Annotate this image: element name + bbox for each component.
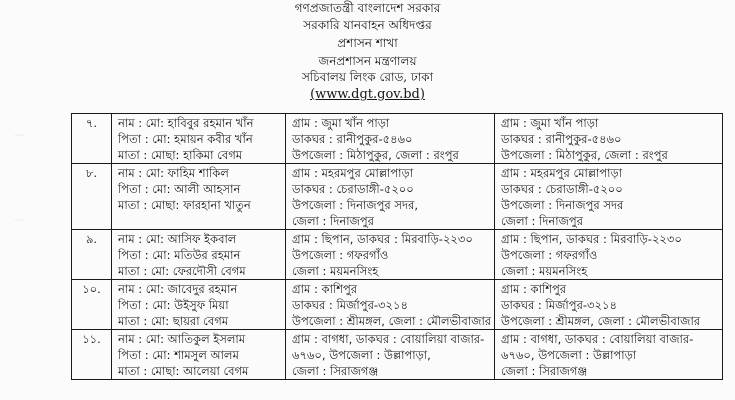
bleed-through-mark: — bbox=[14, 213, 25, 226]
permanent-address-cell bbox=[495, 330, 723, 380]
bleed-through-mark: — bbox=[14, 128, 25, 141]
address-line: উপজেলা : দিনাজপুর সদর bbox=[501, 198, 624, 212]
father-name: পিতা : মো: উইসুফ মিয়া bbox=[118, 298, 229, 312]
address-line: গ্রাম : ছিপান, ডাকঘর : মিরবাড়ি-২২৩০ bbox=[292, 232, 473, 246]
mother-name: মাতা : মো: ছায়রা বেগম bbox=[118, 314, 229, 328]
header-government: গণপ্রজাতন্ত্রী বাংলাদেশ সরকার bbox=[294, 1, 441, 15]
person-info-cell bbox=[112, 330, 286, 380]
address-line: ডাকঘর : রানীপুকুর-৫৪৬০ bbox=[292, 132, 413, 146]
address-line: উপজেলা : গফরগাঁও bbox=[501, 248, 598, 262]
header-website-link[interactable]: (www.dgt.gov.bd) bbox=[310, 87, 425, 102]
present-address-cell bbox=[286, 280, 495, 330]
address-line: ডাকঘর : চেরাডাঙ্গী-৫২০০ bbox=[292, 182, 414, 196]
present-address-cell bbox=[286, 164, 495, 230]
address-line: উপজেলা : গফরগাঁও bbox=[292, 248, 389, 262]
present-address-cell bbox=[286, 114, 495, 164]
father-name: পিতা : মো: মতিউর রহমান bbox=[118, 248, 241, 262]
serial-number: ১১. bbox=[72, 330, 112, 380]
address-line: ৬৭৬০, উপজেলা : উল্লাপাড়া bbox=[501, 348, 637, 362]
person-name: নাম : মো: ফাহিম শাকিল bbox=[118, 166, 229, 180]
address-line: জেলা : সিরাজগঞ্জ bbox=[292, 364, 379, 378]
father-name: পিতা : মো: শামসুল আলম bbox=[118, 348, 239, 362]
father-name: পিতা : মো: আলী আহসান bbox=[118, 182, 241, 196]
permanent-address-cell bbox=[495, 114, 723, 164]
serial-number: ৮. bbox=[72, 164, 112, 230]
permanent-address-cell bbox=[495, 164, 723, 230]
address-line: জেলা : ময়মনসিংহ bbox=[292, 264, 379, 278]
person-name: নাম : মো: হাবিবুর রহমান খাঁন bbox=[118, 116, 254, 130]
address-line: গ্রাম : বাগধা, ডাকঘর : বোয়ালিয়া বাজার- bbox=[292, 332, 485, 346]
address-line: উপজেলা : মিঠাপুকুর, জেলা : রংপুর bbox=[501, 148, 668, 162]
header-ministry: জনপ্রশাসন মন্ত্রণালয় bbox=[318, 54, 417, 68]
address-line: ডাকঘর : মির্জাপুর-৩২১৪ bbox=[501, 298, 617, 312]
person-name: নাম : মো: আসিফ ইকবাল bbox=[118, 232, 237, 246]
mother-name: মাতা : মো: ফেরদৌসী বেগম bbox=[118, 264, 246, 278]
address-line: ডাকঘর : রানীপুকুর-৫৪৬০ bbox=[501, 132, 622, 146]
address-line: গ্রাম : ছিপান, ডাকঘর : মিরবাড়ি-২২৩০ bbox=[501, 232, 682, 246]
permanent-address-cell bbox=[495, 230, 723, 280]
serial-number: ৯. bbox=[72, 230, 112, 280]
mother-name: মাতা : মোছা: ফারহানা খাতুন bbox=[118, 198, 251, 212]
address-line: উপজেলা : শ্রীমঙ্গল, জেলা : মৌলভীবাজার bbox=[501, 314, 701, 328]
present-address-cell bbox=[286, 330, 495, 380]
address-line: জেলা : দিনাজপুর bbox=[292, 214, 374, 228]
address-line: ৬৭৬০, উপজেলা : উল্লাপাড়া, bbox=[292, 348, 431, 362]
permanent-address-cell bbox=[495, 280, 723, 330]
table-row bbox=[72, 230, 723, 280]
address-line: ডাকঘর : মির্জাপুর-৩২১৪ bbox=[292, 298, 408, 312]
address-line: উপজেলা : মিঠাপুকুর, জেলা : রংপুর bbox=[292, 148, 459, 162]
address-line: গ্রাম : জুমা খাঁন পাড়া bbox=[292, 116, 390, 130]
person-info-cell bbox=[112, 280, 286, 330]
person-info-cell bbox=[112, 114, 286, 164]
address-line: ডাকঘর : চেরাডাঙ্গী-৫২০০ bbox=[501, 182, 623, 196]
serial-number: ১০. bbox=[72, 280, 112, 330]
candidate-list-table bbox=[71, 113, 723, 380]
table-row bbox=[72, 330, 723, 380]
address-line: জেলা : ময়মনসিংহ bbox=[501, 264, 588, 278]
person-name: নাম : মো: আতিকুল ইসলাম bbox=[118, 332, 246, 346]
header-department: সরকারি যানবাহন অধিদপ্তর bbox=[303, 18, 432, 32]
header-address: সচিবালয় লিংক রোড, ঢাকা bbox=[301, 70, 434, 84]
address-line: গ্রাম : কাশিপুর bbox=[292, 282, 358, 296]
address-line: উপজেলা : দিনাজপুর সদর, bbox=[292, 198, 418, 212]
person-name: নাম : মো: জাবেদুর রহমান bbox=[118, 282, 238, 296]
address-line: গ্রাম : জুমা খাঁন পাড়া bbox=[501, 116, 599, 130]
mother-name: মাতা : মোছা: হাকিমা বেগম bbox=[118, 148, 243, 162]
address-line: জেলা : সিরাজগঞ্জ bbox=[501, 364, 588, 378]
person-info-cell bbox=[112, 230, 286, 280]
table-row bbox=[72, 164, 723, 230]
person-info-cell bbox=[112, 164, 286, 230]
mother-name: মাতা : মোছা: আলেয়া বেগম bbox=[118, 364, 249, 378]
address-line: উপজেলা : শ্রীমঙ্গল, জেলা : মৌলভীবাজার bbox=[292, 314, 492, 328]
address-line: গ্রাম : বাগধা, ডাকঘর : বোয়ালিয়া বাজার- bbox=[501, 332, 694, 346]
serial-number: ৭. bbox=[72, 114, 112, 164]
address-line: গ্রাম : মহরমপুর মোল্লাপাড়া bbox=[292, 166, 414, 180]
present-address-cell bbox=[286, 230, 495, 280]
address-line: গ্রাম : কাশিপুর bbox=[501, 282, 567, 296]
address-line: গ্রাম : মহরমপুর মোল্লাপাড়া bbox=[501, 166, 623, 180]
address-line: জেলা : দিনাজপুর bbox=[501, 214, 583, 228]
table-row bbox=[72, 280, 723, 330]
father-name: পিতা : মো: হমায়ন কবীর খাঁন bbox=[118, 132, 253, 146]
header-branch: প্রশাসন শাখা bbox=[337, 36, 398, 50]
table-row bbox=[72, 114, 723, 164]
